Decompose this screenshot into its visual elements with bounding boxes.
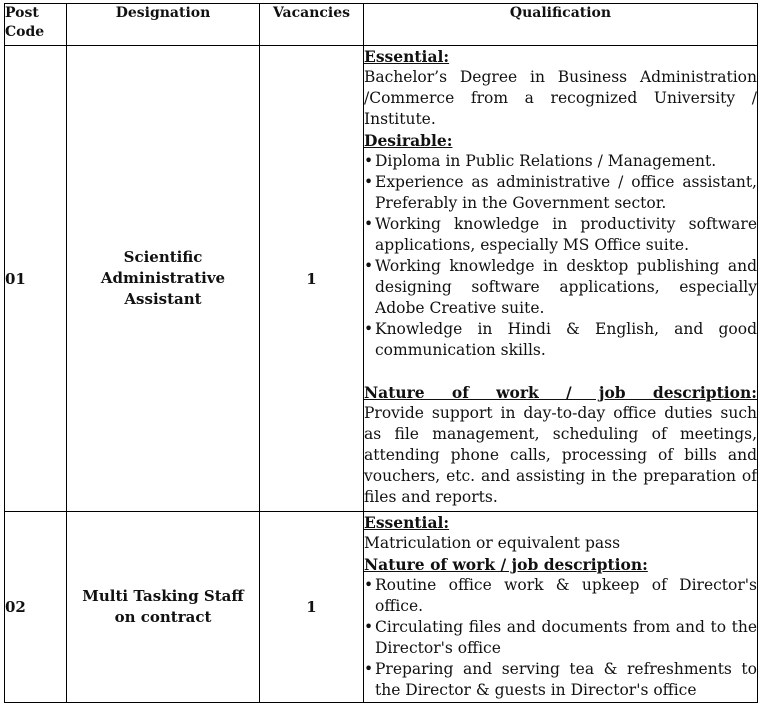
essential-heading: Essential: <box>364 47 450 66</box>
list-item: • Circulating files and documents from and to the Director's office <box>364 617 757 659</box>
vacancies-cell: 1 <box>260 512 364 703</box>
designation-text: Multi Tasking Staff on contract <box>82 587 244 626</box>
vacancy-table <box>4 3 758 703</box>
post-code-cell: 02 <box>5 512 67 703</box>
designation-cell <box>67 512 260 703</box>
essential-text: Matriculation or equivalent pass <box>364 534 621 552</box>
list-item: • Knowledge in Hindi & English, and good communication skills. <box>364 319 757 361</box>
table-row <box>5 46 758 512</box>
list-item: • Experience as administrative / office assistant, Preferably in the Government sector. <box>364 172 757 214</box>
post-code-cell: 01 <box>5 46 67 512</box>
table-row <box>5 512 758 703</box>
table-header-row <box>5 4 758 46</box>
list-item: • Diploma in Public Relations / Management. <box>364 151 757 172</box>
nature-heading: Nature of work / job description: <box>364 383 757 402</box>
desirable-heading: Desirable: <box>364 131 453 150</box>
desirable-list <box>364 151 757 361</box>
spacer <box>364 361 757 382</box>
designation-cell <box>67 46 260 512</box>
qualification-cell <box>364 512 758 703</box>
list-item: • Working knowledge in productivity software applications, especially MS Office suite. <box>364 214 757 256</box>
nature-list <box>364 575 757 701</box>
header-designation: Designation <box>67 4 260 46</box>
essential-heading: Essential: <box>364 513 450 532</box>
list-item: • Working knowledge in desktop publishing and designing software applications, especially Adobe Creative suite. <box>364 256 757 319</box>
header-vacancies: Vacancies <box>260 4 364 46</box>
list-item: • Routine office work & upkeep of Director's office. <box>364 575 757 617</box>
vacancies-cell: 1 <box>260 46 364 512</box>
nature-text: Provide support in day-to-day office duties such as file management, scheduling of meetings, attending phone calls, processing of bills and vouchers, etc. and assisting in the preparation of files and reports. <box>364 404 757 506</box>
designation-text: Scientific Administrative Assistant <box>100 248 226 308</box>
qualification-cell <box>364 46 758 512</box>
list-item: • Preparing and serving tea & refreshments to the Director & guests in Director's office <box>364 659 757 701</box>
essential-text: Bachelor’s Degree in Business Administration /Commerce from a recognized University / Institute. <box>364 68 757 128</box>
header-qualification: Qualification <box>364 4 758 46</box>
header-post-code: Post Code <box>5 4 67 46</box>
nature-heading: Nature of work / job description: <box>364 555 648 574</box>
